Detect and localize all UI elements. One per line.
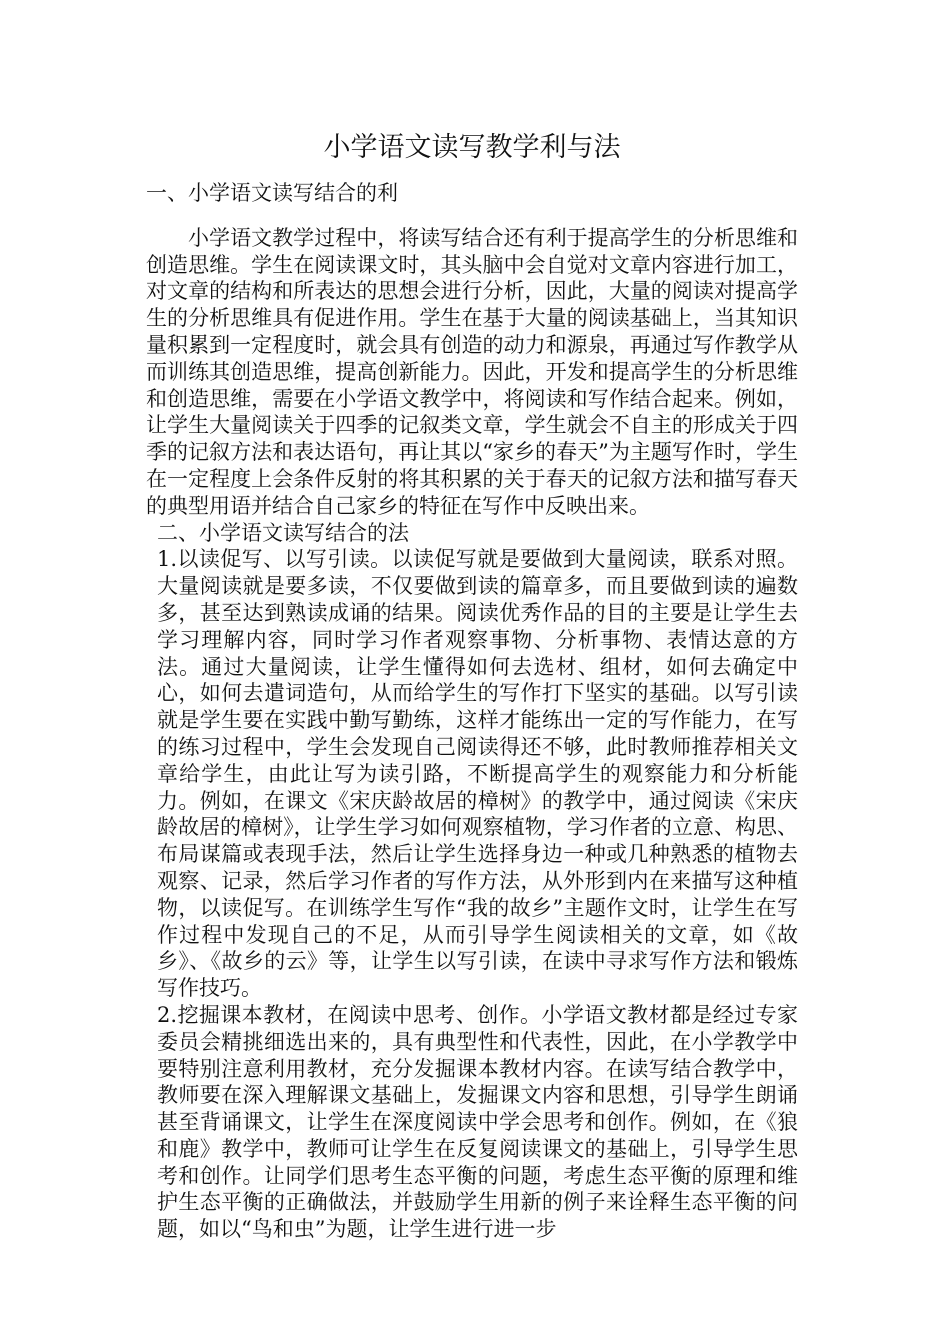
section-1-paragraph: 小学语文教学过程中，将读写结合还有利于提高学生的分析思维和创造思维。学生在阅读课文时，其头脑中会自觉对文章内容进行加工，对文章的结构和所表达的思想会进行分析，因此，大量的阅读对提高学生的分析思维具有促进作用。学生在基于大量的阅读基础上，当其知识量积累到一定程度时，就会具有创造的动力和源泉，再通过写作教学从而训练其创造思维，提高创新能力。因此，开发和提高学生的分析思维和创造思维，需要在小学语文教学中，将阅读和写作结合起来。例如，让学生大量阅读关于四季的记叙类文章，学生就会不自主的形成关于四季的记叙方法和表达语句，再让其以“家乡的春天”为主题写作时，学生在一定程度上会条件反射的将其积累的关于春天的记叙方法和描写春天的典型用语并结合自己家乡的特征在写作中反映出来。 [146, 225, 798, 518]
section-heading-2: 二、小学语文读写结合的法 [157, 520, 409, 545]
section-heading-1: 一、小学语文读写结合的利 [146, 181, 398, 205]
document-page [146, 128, 798, 1243]
item-1-paragraph: 1.以读促写、以写引读。以读促写就是要做到大量阅读，联系对照。大量阅读就是要多读，不仅要做到读的篇章多，而且要做到读的遍数多，甚至达到熟读成诵的结果。阅读优秀作品的目的主要是让学生去学习理解内容，同时学习作者观察事物、分析事物、表情达意的方法。通过大量阅读，让学生懂得如何去选材、组材，如何去确定中心，如何去遣词造句，从而给学生的写作打下坚实的基础。以写引读就是学生要在实践中勤写勤练，这样才能练出一定的写作能力，在写的练习过程中，学生会发现自己阅读得还不够，此时教师推荐相关文章给学生，由此让写为读引路，不断提高学生的观察能力和分析能力。例如，在课文《宋庆龄故居的樟树》的教学中，通过阅读《宋庆龄故居的樟树》，让学生学习如何观察植物，学习作者的立意、构思、布局谋篇或表现手法，然后让学生选择身边一种或几种熟悉的植物去观察、记录，然后学习作者的写作方法，从外形到内在来描写这种植物，以读促写。在训练学生写作“我的故乡”主题作文时，让学生在写作过程中发现自己的不足，从而引导学生阅读相关的文章，如《故乡》、《故乡的云》等，让学生以写引读，在读中寻求写作方法和锻炼写作技巧。 [157, 547, 798, 1001]
item-2-paragraph: 2.挖掘课本教材，在阅读中思考、创作。小学语文教材都是经过专家委员会精挑细选出来的，具有典型性和代表性，因此，在小学教学中要特别注意利用教材，充分发掘课本教材内容。在读写结合教学中，教师要在深入理解课文基础上，发掘课文内容和思想，引导学生朗诵甚至背诵课文，让学生在深度阅读中学会思考和创作。例如，在《狼和鹿》教学中，教师可让学生在反复阅读课文的基础上，引导学生思考和创作。让同学们思考生态平衡的问题，考虑生态平衡的原理和维护生态平衡的正确做法，并鼓励学生用新的例子来诠释生态平衡的问题，如以“鸟和虫”为题，让学生进行进一步 [157, 1002, 798, 1242]
document-title: 小学语文读写教学利与法 [323, 132, 621, 163]
